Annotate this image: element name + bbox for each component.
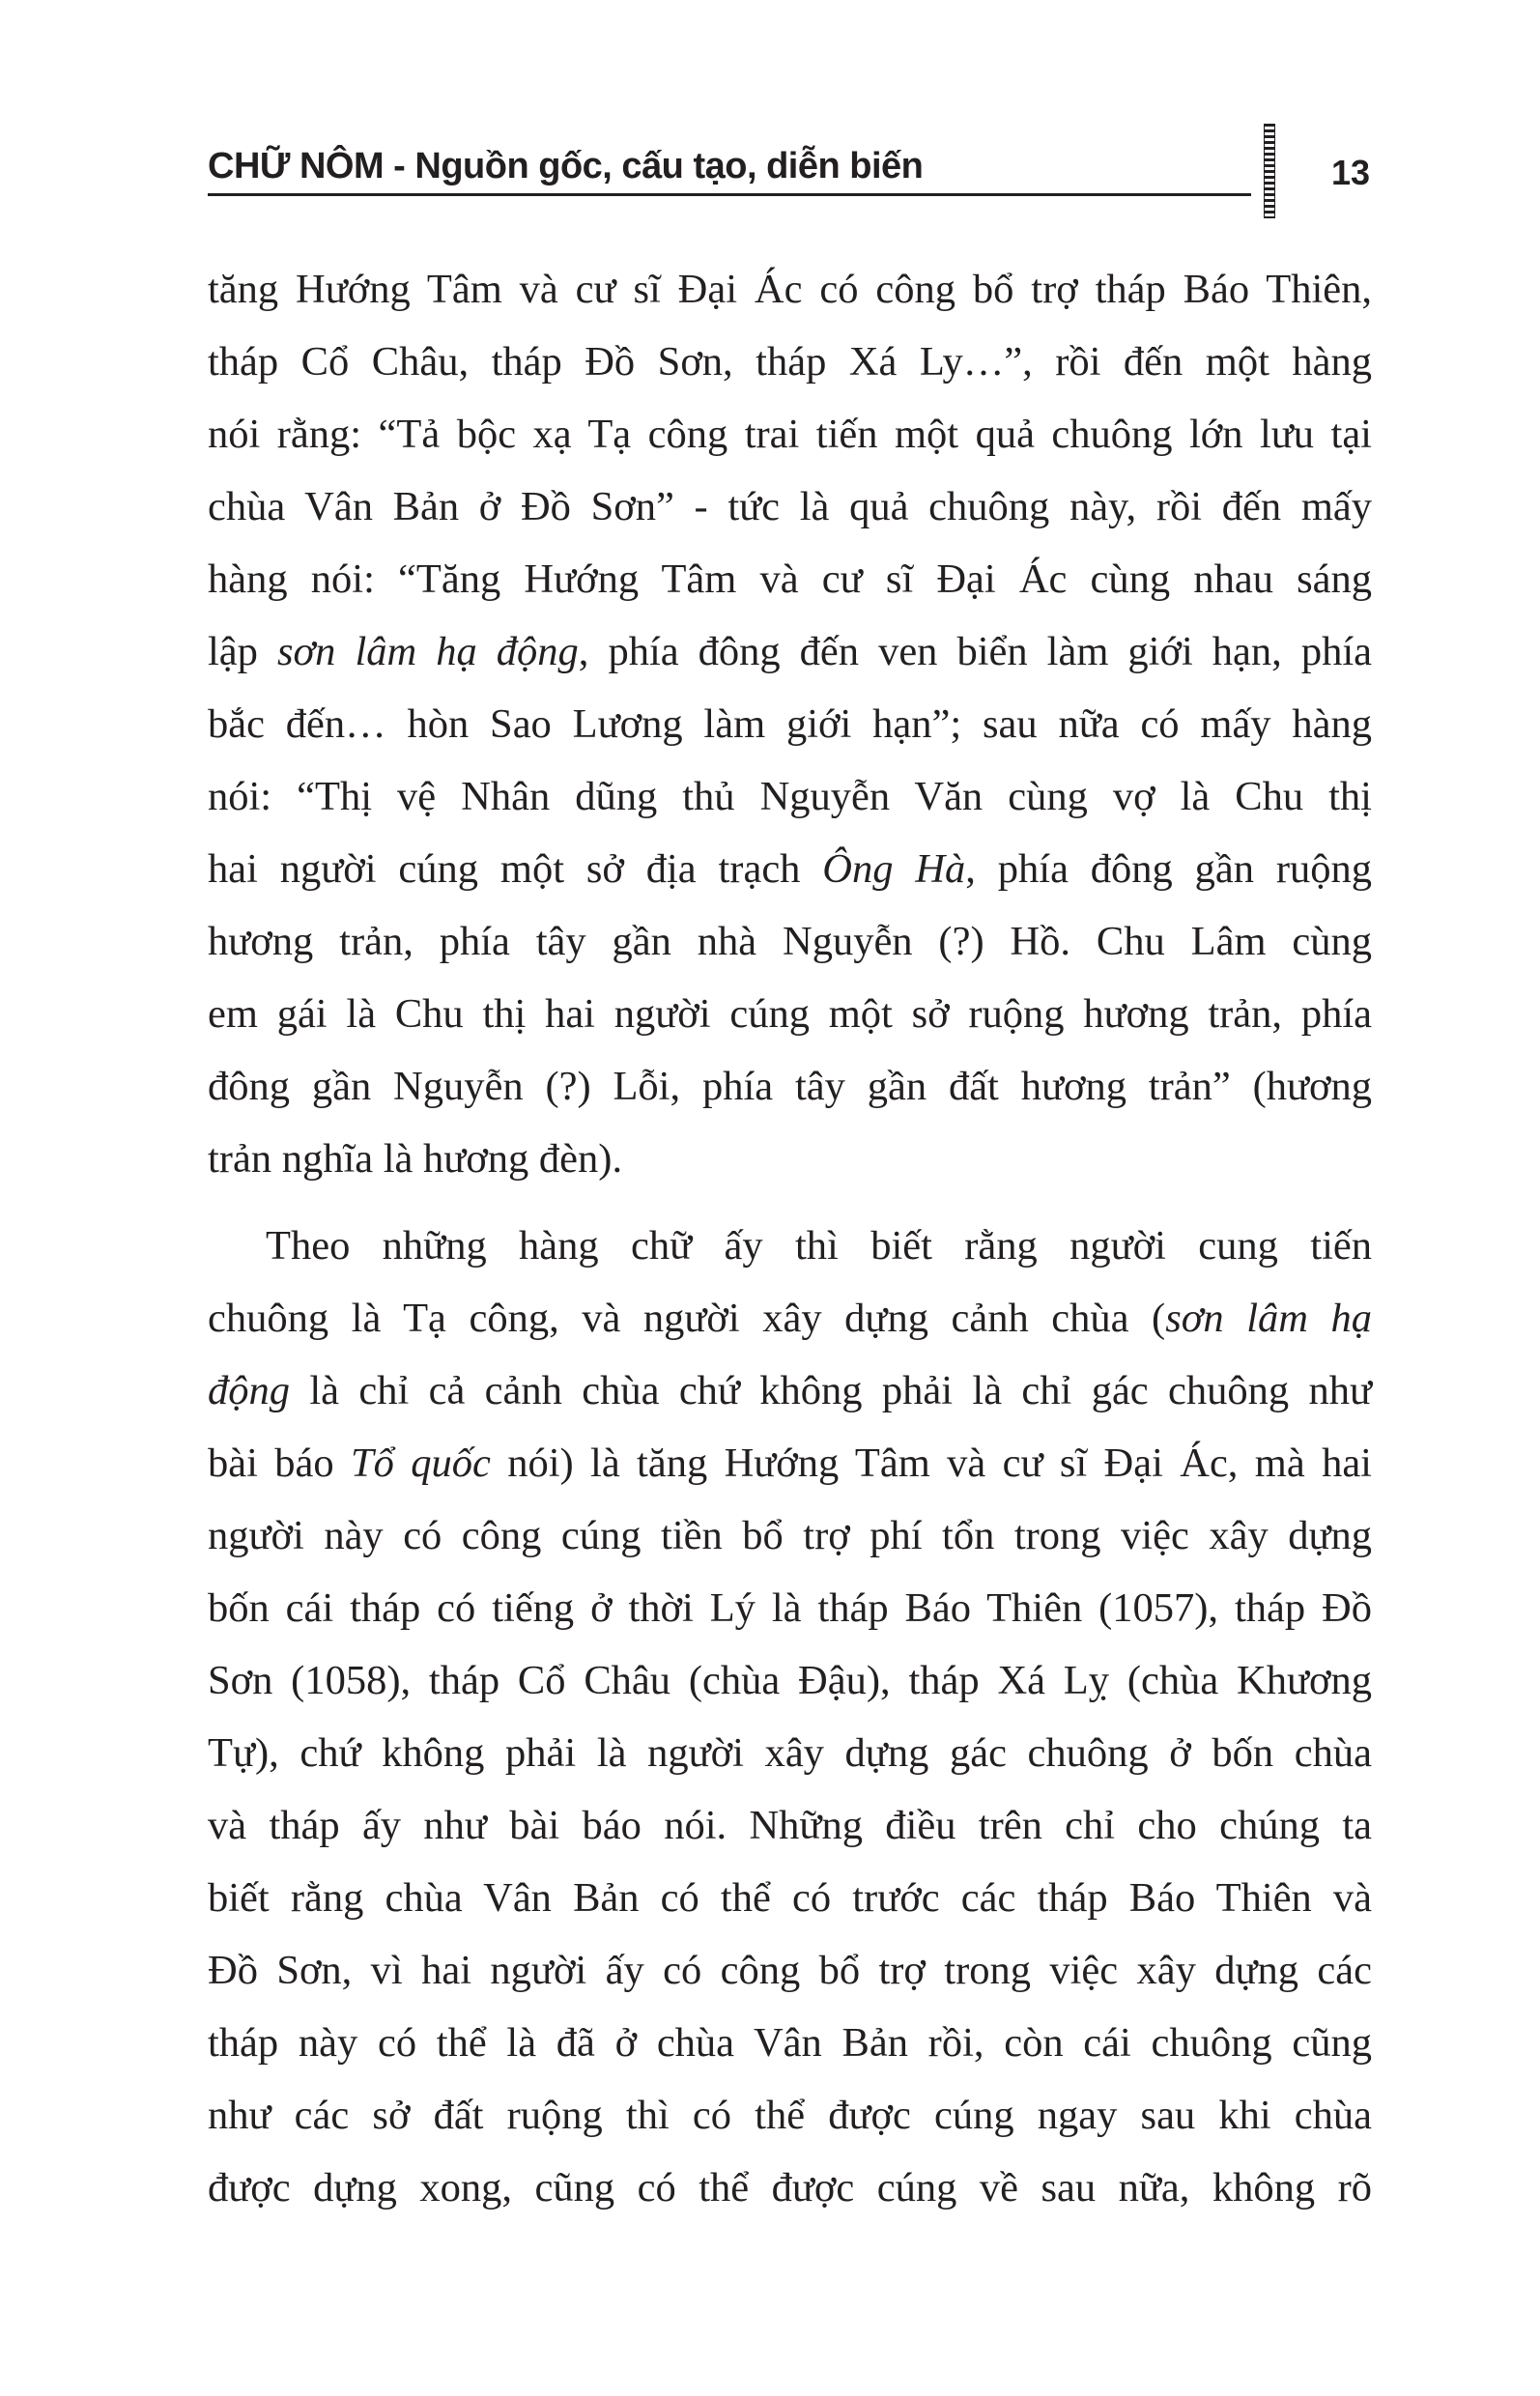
- paragraph-2: [208, 1210, 1372, 2224]
- text-segment: tăng Hướng Tâm và cư sĩ Đại Ác có công bổ trợ tháp Báo Thiên,: [208, 267, 1372, 312]
- text-line: [208, 543, 1372, 615]
- text-segment: chùa Vân Bản ở Đồ Sơn” - tức là quả chuông này, rồi đến mấy: [208, 484, 1372, 529]
- text-segment: tháp Cổ Châu, tháp Đồ Sơn, tháp Xá Ly…”, rồi đến một hàng: [208, 339, 1372, 385]
- text-segment: nói) là tăng Hướng Tâm và cư sĩ Đại Ác, mà hai: [490, 1440, 1372, 1486]
- text-line: [208, 833, 1372, 905]
- text-line: [208, 1050, 1372, 1123]
- text-segment: biết rằng chùa Vân Bản có thể có trước các tháp Báo Thiên và: [208, 1875, 1372, 1921]
- text-segment: bốn cái tháp có tiếng ở thời Lý là tháp Báo Thiên (1057), tháp Đồ: [208, 1585, 1372, 1631]
- book-title: CHỮ NÔM - Nguồn gốc, cấu tạo, diễn biến: [208, 146, 924, 186]
- text-segment: tháp này có thể là đã ở chùa Vân Bản rồi, còn cái chuông cũng: [208, 2020, 1372, 2066]
- text-segment: hai người cúng một sở địa trạch: [208, 846, 823, 892]
- text-line: [208, 1789, 1372, 1862]
- text-segment: Tự), chứ không phải là người xây dựng gác chuông ở bốn chùa: [208, 1730, 1372, 1776]
- text-segment: Đồ Sơn, vì hai người ấy có công bổ trợ trong việc xây dựng các: [208, 1948, 1372, 1993]
- paragraph-1: [208, 253, 1372, 1195]
- italic-text: sơn lâm hạ: [1165, 1296, 1372, 1341]
- text-line: [208, 1210, 1372, 1282]
- text-segment: là chỉ cả cảnh chùa chứ không phải là chỉ gác chuông như: [290, 1368, 1372, 1413]
- text-segment: và tháp ấy như bài báo nói. Những điều trên chỉ cho chúng ta: [208, 1803, 1372, 1848]
- text-line: [208, 2007, 1372, 2079]
- text-line: [208, 1282, 1372, 1355]
- italic-text: động: [208, 1368, 290, 1413]
- text-segment: bài báo: [208, 1440, 351, 1486]
- text-line: [208, 2152, 1372, 2224]
- paragraph-gap: [208, 1195, 1372, 1210]
- text-segment: hương trản, phía tây gần nhà Nguyễn (?) Hồ. Chu Lâm cùng: [208, 919, 1372, 964]
- text-line: [208, 1355, 1372, 1427]
- text-segment: được dựng xong, cũng có thể được cúng về sau nữa, không rõ: [208, 2165, 1372, 2211]
- text-line: [208, 398, 1372, 471]
- italic-text: Tổ quốc: [351, 1440, 491, 1486]
- text-segment: hàng nói: “Tăng Hướng Tâm và cư sĩ Đại Ác cùng nhau sáng: [208, 556, 1372, 602]
- text-line: [208, 253, 1372, 326]
- text-line: [208, 615, 1372, 688]
- text-segment: , phía đông đến ven biển làm giới hạn, phía: [578, 629, 1372, 674]
- text-line: [208, 1427, 1372, 1499]
- header-ornament: [1264, 124, 1275, 218]
- italic-text: sơn lâm hạ động: [276, 629, 579, 674]
- text-segment: Sơn (1058), tháp Cổ Châu (chùa Đậu), tháp Xá Lỵ (chùa Khương: [208, 1658, 1372, 1703]
- italic-text: Ông Hà: [822, 846, 966, 892]
- text-segment: đông gần Nguyễn (?) Lỗi, phía tây gần đất hương trản” (hương: [208, 1064, 1372, 1109]
- text-line: [208, 2079, 1372, 2152]
- text-segment: lập: [208, 629, 277, 674]
- text-segment: em gái là Chu thị hai người cúng một sở ruộng hương trản, phía: [208, 991, 1372, 1037]
- running-header: [208, 135, 1251, 196]
- text-segment: trản nghĩa là hương đèn).: [208, 1136, 623, 1182]
- text-segment: Theo những hàng chữ ấy thì biết rằng người cung tiến: [266, 1223, 1372, 1269]
- text-line: [208, 1572, 1372, 1644]
- text-segment: chuông là Tạ công, và người xây dựng cảnh chùa (: [208, 1296, 1166, 1341]
- text-line: [208, 1644, 1372, 1717]
- text-line: [208, 760, 1372, 833]
- text-segment: nói: “Thị vệ Nhân dũng thủ Nguyễn Văn cùng vợ là Chu thị: [208, 774, 1372, 819]
- text-line: [208, 1717, 1372, 1789]
- text-segment: , phía đông gần ruộng: [965, 846, 1372, 892]
- text-line: [208, 1934, 1372, 2007]
- text-line: [208, 1499, 1372, 1572]
- page-number: 13: [1331, 153, 1371, 192]
- text-line: [208, 326, 1372, 398]
- text-line: [208, 978, 1372, 1050]
- text-line: [208, 1862, 1372, 1934]
- text-segment: nói rằng: “Tả bộc xạ Tạ công trai tiến một quả chuông lớn lưu tại: [208, 412, 1372, 457]
- body-text: [208, 253, 1372, 2224]
- text-line: [208, 1123, 1372, 1195]
- text-segment: như các sở đất ruộng thì có thể được cúng ngay sau khi chùa: [208, 2093, 1372, 2138]
- text-line: [208, 688, 1372, 760]
- text-line: [208, 471, 1372, 543]
- text-line: [208, 905, 1372, 978]
- text-segment: người này có công cúng tiền bổ trợ phí tổn trong việc xây dựng: [208, 1513, 1372, 1558]
- text-segment: bắc đến… hòn Sao Lương làm giới hạn”; sau nữa có mấy hàng: [208, 701, 1372, 747]
